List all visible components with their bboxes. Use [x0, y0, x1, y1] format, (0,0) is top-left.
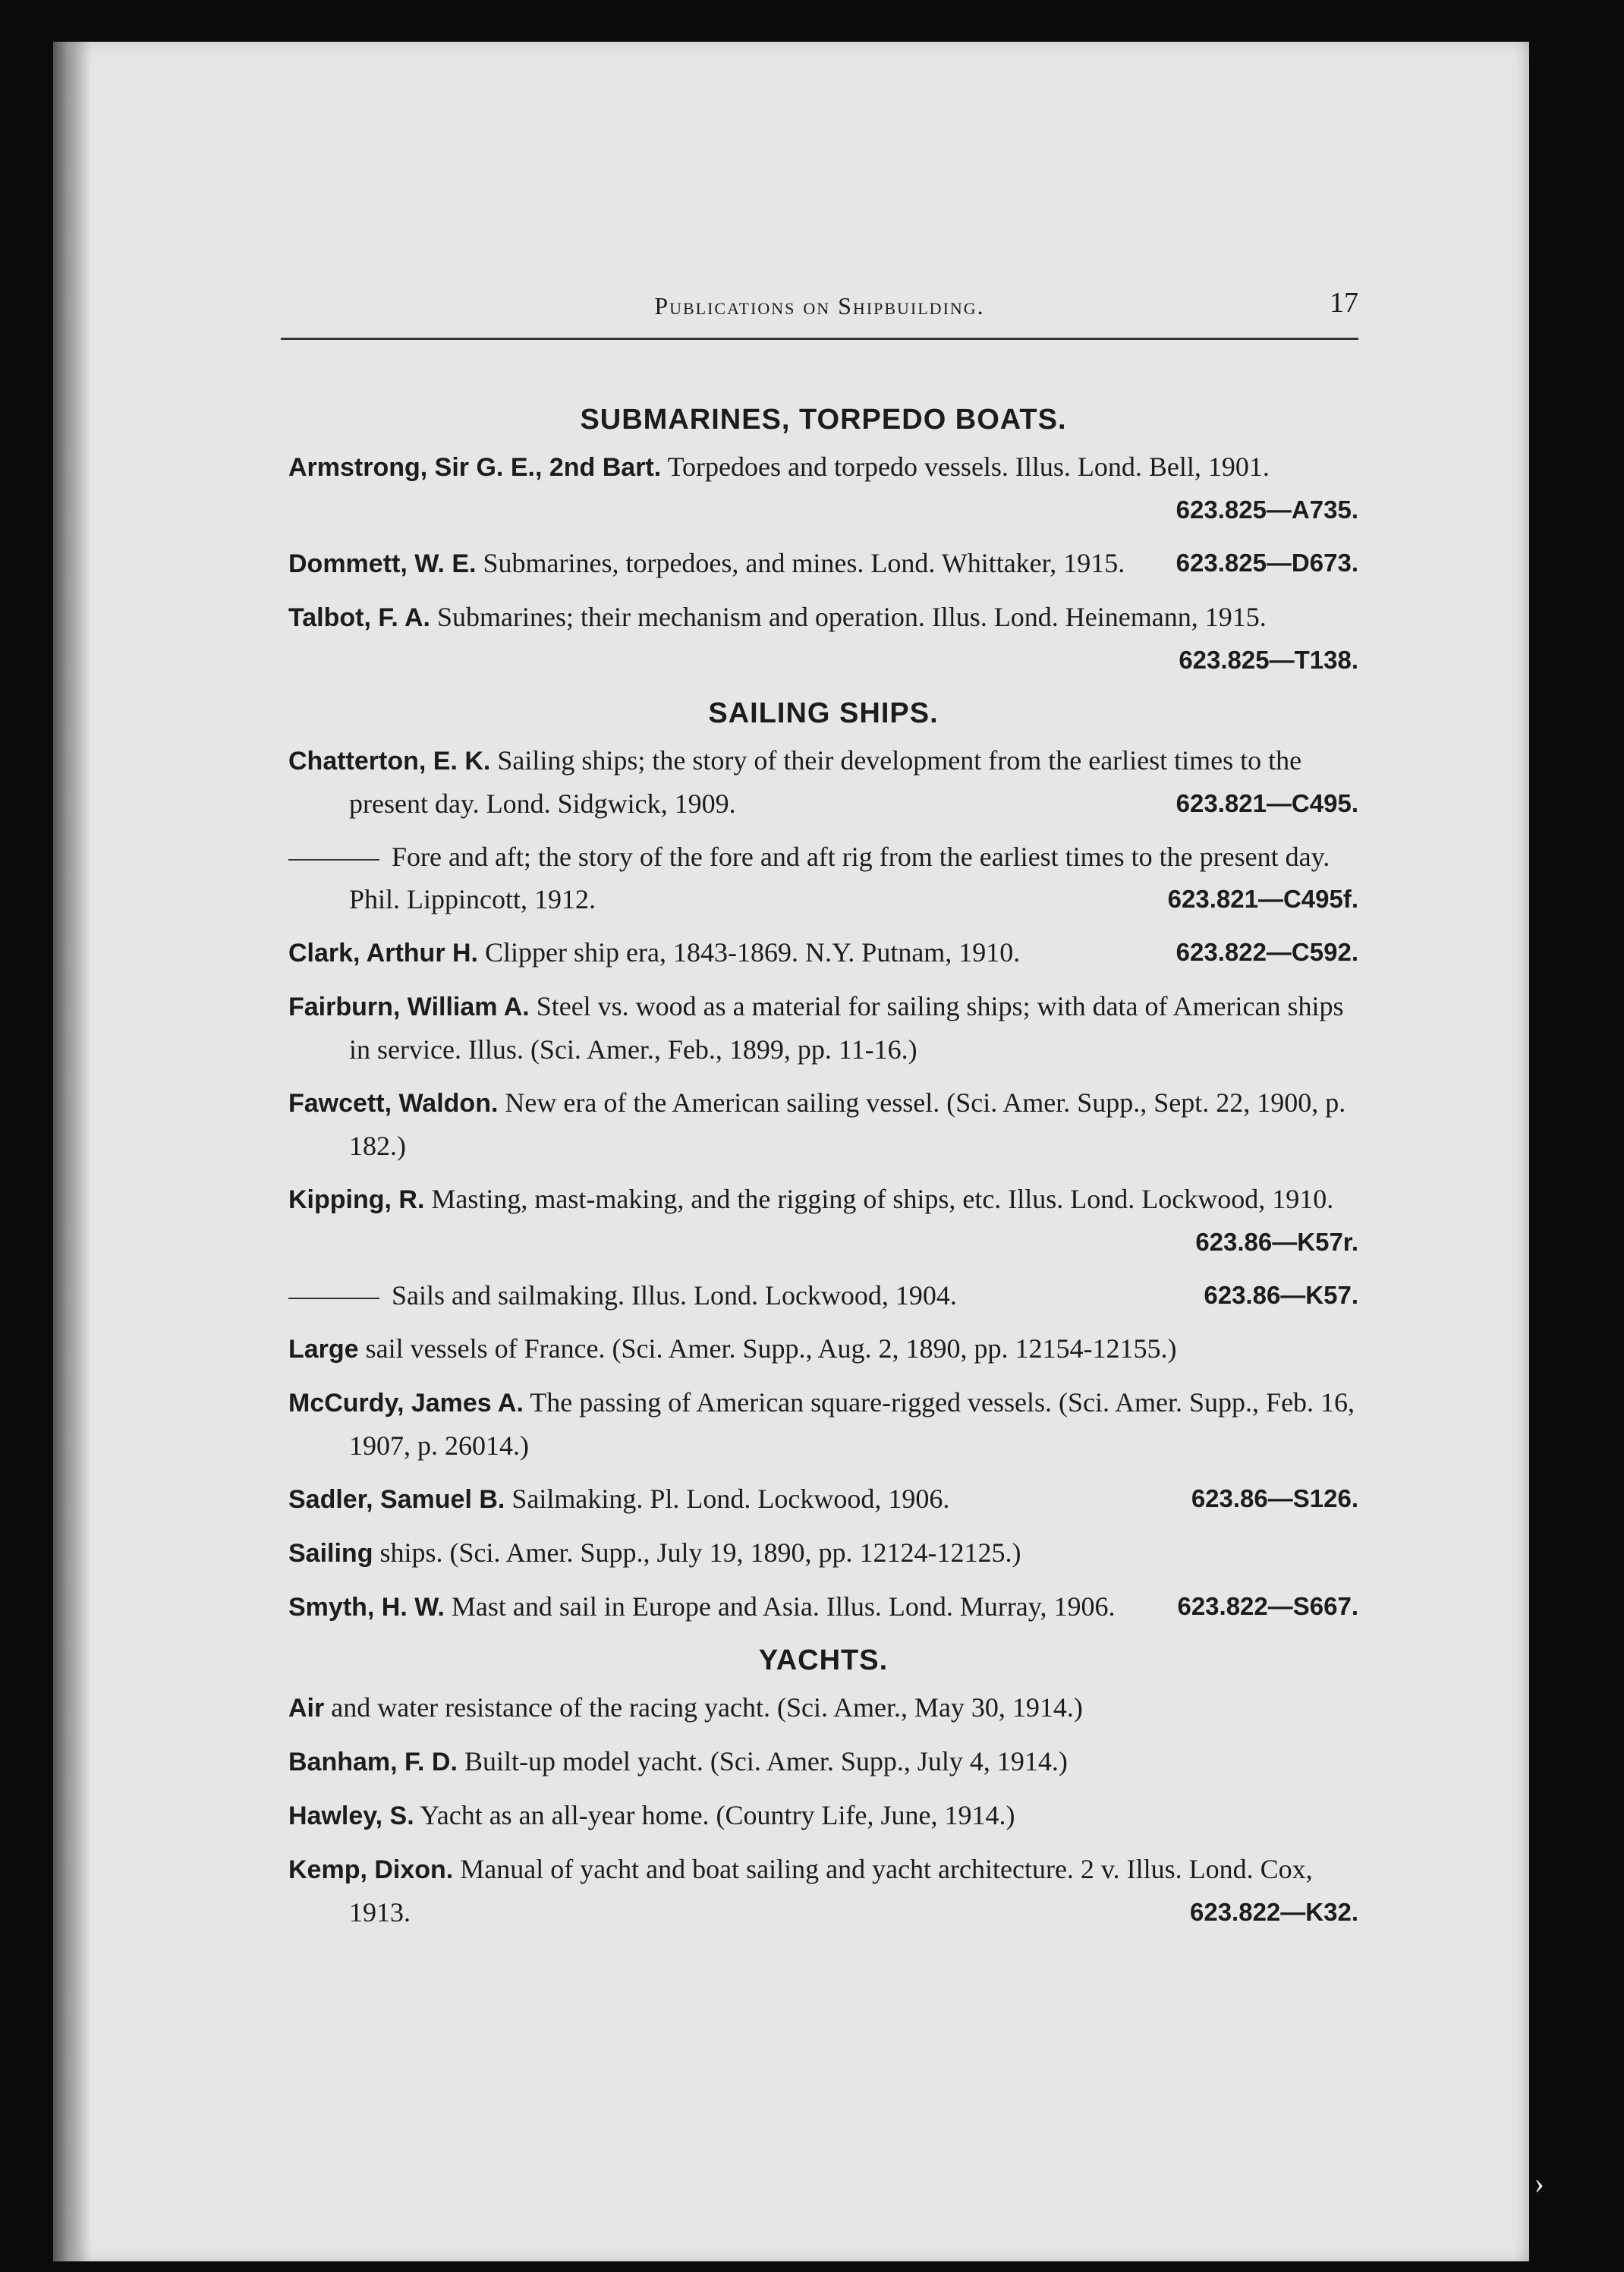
bibliography-entry	[288, 835, 1358, 920]
entry-author: Clark, Arthur H.	[288, 939, 479, 968]
call-number: 623.822—C592.	[1176, 938, 1358, 966]
entry-text: New era of the American sailing vessel. (Sci. Amer. Supp., Sept. 22, 1900, p. 182.)	[349, 1087, 1346, 1161]
section-title: SAILING SHIPS.	[708, 697, 939, 729]
entry-author: McCurdy, James A.	[288, 1389, 524, 1418]
bibliography-entry	[288, 985, 1358, 1071]
entry-text: The passing of American square-rigged vessels. (Sci. Amer. Supp., Feb. 16, 1907, p. 26014.)	[349, 1387, 1355, 1461]
call-number: 623.821—C495.	[1176, 789, 1358, 817]
entry-text: Torpedoes and torpedo vessels. Illus. Lond. Bell, 1901.	[667, 452, 1270, 482]
entry-author: Kipping, R.	[288, 1185, 425, 1214]
bibliography-entry	[288, 1848, 1358, 1934]
entry-author: Banham, F. D.	[288, 1748, 458, 1776]
entry-author: Air	[288, 1694, 325, 1723]
bibliography-content	[288, 398, 1358, 1944]
bibliography-entry	[288, 1585, 1358, 1628]
entry-author: Kemp, Dixon.	[288, 1855, 454, 1884]
entry-author: Talbot, F. A.	[288, 603, 430, 632]
bibliography-entry	[288, 1686, 1358, 1729]
page-gutter-shadow	[53, 42, 91, 2261]
bibliography-entry	[288, 1740, 1358, 1783]
call-number: 623.825—A735.	[1176, 496, 1358, 524]
entry-text: Submarines; their mechanism and operation. Illus. Lond. Heinemann, 1915.	[436, 602, 1267, 632]
entry-author: Chatterton, E. K.	[288, 747, 491, 776]
page-edge-mark: ›	[1534, 2166, 1544, 2200]
bibliography-entry	[288, 1274, 1358, 1317]
entry-text: and water resistance of the racing yacht. (Sci. Amer., May 30, 1914.)	[331, 1692, 1083, 1723]
bibliography-entry	[288, 1477, 1358, 1521]
entry-text: Manual of yacht and boat sailing and yacht architecture. 2 v. Illus. Lond. Cox, 1913.	[349, 1854, 1313, 1927]
page-number: 17	[1330, 287, 1358, 319]
entry-text: sail vessels of France. (Sci. Amer. Supp., Aug. 2, 1890, pp. 12154-12155.)	[365, 1333, 1177, 1364]
call-number: 623.86—S126.	[1191, 1484, 1358, 1512]
entry-text: Fore and aft; the story of the fore and aft rig from the earliest times to the present day. Phil. Lippincott, 1912.	[349, 842, 1330, 914]
bibliography-entry	[288, 931, 1358, 974]
entry-text: Sailmaking. Pl. Lond. Lockwood, 1906.	[511, 1484, 950, 1514]
entry-author: Sailing	[288, 1539, 373, 1568]
call-number: 623.822—S667.	[1177, 1592, 1358, 1620]
ditto-dash	[288, 1298, 379, 1299]
ditto-dash	[288, 859, 379, 861]
entry-text: Mast and sail in Europe and Asia. Illus. Lond. Murray, 1906.	[451, 1591, 1116, 1622]
bibliography-entry	[288, 596, 1358, 681]
entry-author: Smyth, H. W.	[288, 1593, 445, 1622]
bibliography-entry	[288, 1327, 1358, 1370]
call-number: 623.821—C495f.	[1167, 885, 1358, 913]
entry-text: Steel vs. wood as a material for sailing ships; with data of American ships in service. Illus. (Sci. Amer., Feb., 1899, pp. 11-16.)	[349, 991, 1344, 1065]
entry-author: Hawley, S.	[288, 1802, 414, 1830]
entry-author: Sadler, Samuel B.	[288, 1485, 505, 1514]
bibliography-entry	[288, 1381, 1358, 1467]
entry-author: Dommett, W. E.	[288, 549, 477, 578]
entry-text: Yacht as an all-year home. (Country Life, June, 1914.)	[420, 1800, 1015, 1830]
entry-author: Large	[288, 1335, 359, 1364]
running-title: Publications on Shipbuilding.	[654, 292, 985, 319]
bibliography-entry	[288, 445, 1358, 531]
page-header	[281, 269, 1358, 340]
bibliography-entry	[288, 1081, 1358, 1167]
bibliography-entry	[288, 1794, 1358, 1837]
entry-text: Submarines, torpedoes, and mines. Lond. Whittaker, 1915.	[483, 548, 1125, 578]
bibliography-entry	[288, 1178, 1358, 1263]
bibliography-entry	[288, 739, 1358, 825]
entry-text: Built-up model yacht. (Sci. Amer. Supp., July 4, 1914.)	[464, 1746, 1068, 1776]
section-title: YACHTS.	[758, 1644, 889, 1676]
entry-author: Fairburn, William A.	[288, 993, 530, 1021]
entry-text: Clipper ship era, 1843-1869. N.Y. Putnam, 1910.	[485, 937, 1021, 968]
entry-text: Masting, mast-making, and the rigging of ships, etc. Illus. Lond. Lockwood, 1910.	[431, 1184, 1334, 1214]
entry-text: Sailing ships; the story of their development from the earliest times to the present day. Lond. Sidgwick, 1909.	[349, 745, 1302, 819]
section-title: SUBMARINES, TORPEDO BOATS.	[580, 404, 1067, 436]
entry-author: Fawcett, Waldon.	[288, 1089, 499, 1118]
call-number: 623.86—K57.	[1204, 1281, 1358, 1309]
book-page	[53, 42, 1544, 2261]
call-number: 623.825—D673.	[1176, 549, 1358, 577]
bibliography-entry	[288, 542, 1358, 585]
call-number: 623.822—K32.	[1190, 1898, 1358, 1926]
call-number: 623.86—K57r.	[1195, 1228, 1358, 1256]
bibliography-entry	[288, 1531, 1358, 1575]
call-number: 623.825—T138.	[1179, 646, 1358, 674]
entry-author: Armstrong, Sir G. E., 2nd Bart.	[288, 453, 662, 482]
entry-text: Sails and sailmaking. Illus. Lond. Lockwood, 1904.	[392, 1280, 957, 1311]
entry-text: ships. (Sci. Amer. Supp., July 19, 1890, pp. 12124-12125.)	[379, 1537, 1021, 1568]
